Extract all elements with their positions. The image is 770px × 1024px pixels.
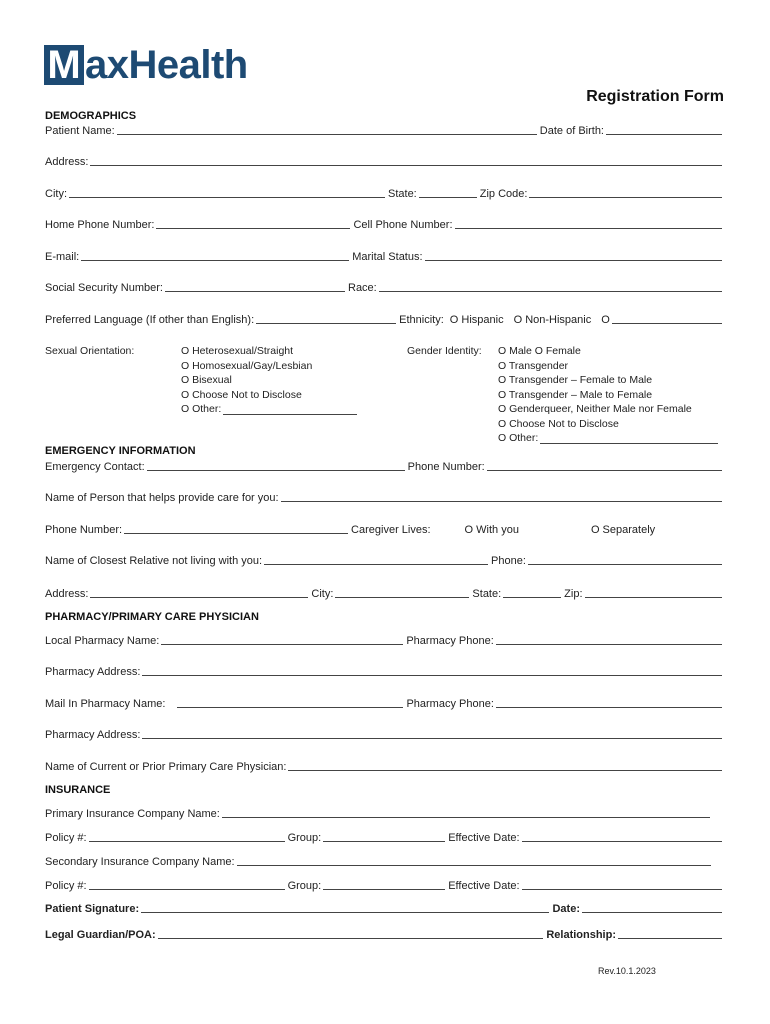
- address-field[interactable]: [90, 155, 722, 166]
- emergency-city-field[interactable]: [335, 587, 469, 598]
- cell-phone-label: Cell Phone Number:: [353, 219, 453, 231]
- group1-field[interactable]: [323, 831, 445, 842]
- insurance-heading: INSURANCE: [45, 784, 111, 796]
- race-field[interactable]: [379, 281, 722, 292]
- marital-label: Marital Status:: [352, 251, 423, 263]
- marital-field[interactable]: [425, 250, 722, 261]
- home-phone-field[interactable]: [156, 218, 350, 229]
- mail-pharmacy-phone-field[interactable]: [496, 697, 722, 708]
- caregiver-phone-field[interactable]: [124, 523, 348, 534]
- emergency-address-label: Address:: [45, 588, 89, 600]
- physician-row: [45, 760, 725, 773]
- address-row: [45, 155, 725, 168]
- cell-phone-field[interactable]: [455, 218, 722, 229]
- relative-phone-label: Phone:: [491, 555, 526, 567]
- physician-label: Name of Current or Prior Primary Care Physician:: [45, 761, 287, 773]
- emergency-contact-field[interactable]: [147, 460, 405, 471]
- gender-identity-label: Gender Identity:: [407, 345, 482, 357]
- gi-option-ftm[interactable]: O Transgender – Female to Male: [498, 374, 653, 386]
- emergency-address-row: [45, 587, 725, 600]
- relative-field[interactable]: [264, 554, 488, 565]
- patient-signature-field[interactable]: [141, 902, 549, 913]
- pharmacy-address-label: Pharmacy Address:: [45, 666, 141, 678]
- city-field[interactable]: [69, 187, 385, 198]
- policy2-label: Policy #:: [45, 880, 87, 892]
- city-row: [45, 187, 725, 200]
- state-field[interactable]: [419, 187, 477, 198]
- emergency-zip-label: Zip:: [564, 588, 583, 600]
- form-title: Registration Form: [586, 88, 724, 105]
- group2-field[interactable]: [323, 879, 445, 890]
- state-label: State:: [388, 188, 417, 200]
- so-option-heterosexual[interactable]: O Heterosexual/Straight: [181, 345, 294, 357]
- emergency-state-field[interactable]: [503, 587, 561, 598]
- caregiver-lives-label: Caregiver Lives:: [351, 524, 431, 536]
- policy1-label: Policy #:: [45, 832, 87, 844]
- gi-option-genderqueer[interactable]: O Genderqueer, Neither Male nor Female: [498, 403, 692, 415]
- local-pharmacy-field[interactable]: [161, 634, 403, 645]
- signature-date-label: Date:: [552, 903, 580, 915]
- dob-label: Date of Birth:: [539, 125, 604, 137]
- policy2-row: [45, 879, 725, 892]
- revision-text: Rev.10.1.2023: [598, 966, 656, 976]
- mail-pharmacy-address-field[interactable]: [142, 728, 722, 739]
- ssn-label: Social Security Number:: [45, 282, 163, 294]
- emergency-contact-label: Emergency Contact:: [45, 461, 145, 473]
- language-field[interactable]: [256, 313, 396, 324]
- relative-row: [45, 554, 725, 567]
- pharmacy-heading: PHARMACY/PRIMARY CARE PHYSICIAN: [45, 611, 259, 623]
- gi-option-mtf[interactable]: O Transgender – Male to Female: [498, 388, 653, 401]
- language-row: [45, 313, 725, 326]
- effective-date2-label: Effective Date:: [448, 880, 520, 892]
- caregiver-phone-label: Phone Number:: [45, 524, 123, 536]
- relative-label: Name of Closest Relative not living with you:: [45, 555, 263, 567]
- caregiver-with-you-option[interactable]: O With you: [464, 524, 519, 536]
- secondary-insurance-row: [45, 855, 725, 868]
- guardian-label: Legal Guardian/POA:: [45, 929, 156, 941]
- gi-option-male-female[interactable]: O Male O Female: [498, 345, 581, 357]
- patient-name-field[interactable]: [117, 124, 537, 135]
- relative-phone-field[interactable]: [528, 554, 722, 565]
- sexual-orientation-options: [181, 344, 360, 417]
- sexual-orientation-label: Sexual Orientation:: [45, 345, 135, 357]
- gi-other-field[interactable]: [540, 434, 718, 444]
- so-option-not-disclose[interactable]: O Choose Not to Disclose: [181, 388, 302, 401]
- guardian-row: [45, 928, 725, 941]
- email-row: [45, 250, 725, 263]
- policy1-field[interactable]: [89, 831, 285, 842]
- so-other-field[interactable]: [223, 405, 357, 415]
- patient-name-label: Patient Name:: [45, 125, 115, 137]
- local-pharmacy-phone-label: Pharmacy Phone:: [406, 635, 494, 647]
- emergency-heading: EMERGENCY INFORMATION: [45, 445, 196, 457]
- ethnicity-other-option[interactable]: O: [601, 314, 610, 326]
- so-option-homosexual[interactable]: O Homosexual/Gay/Lesbian: [181, 359, 313, 372]
- policy2-field[interactable]: [89, 879, 285, 890]
- gi-option-other[interactable]: O Other:: [498, 432, 539, 444]
- group1-label: Group:: [287, 832, 322, 844]
- caregiver-name-label: Name of Person that helps provide care for you:: [45, 492, 279, 504]
- mail-pharmacy-address-row: [45, 728, 725, 741]
- effective-date1-label: Effective Date:: [448, 832, 520, 844]
- mail-pharmacy-address-label: Pharmacy Address:: [45, 729, 141, 741]
- group2-label: Group:: [287, 880, 322, 892]
- race-label: Race:: [348, 282, 377, 294]
- local-pharmacy-phone-field[interactable]: [496, 634, 722, 645]
- email-field[interactable]: [81, 250, 349, 261]
- emergency-city-label: City:: [311, 588, 334, 600]
- demographics-heading: DEMOGRAPHICS: [45, 110, 137, 122]
- home-phone-label: Home Phone Number:: [45, 219, 155, 231]
- maxhealth-logo: [44, 44, 248, 86]
- caregiver-name-row: [45, 491, 725, 504]
- zip-label: Zip Code:: [479, 188, 528, 200]
- emergency-phone-field[interactable]: [487, 460, 722, 471]
- patient-name-row: [45, 124, 725, 137]
- gi-option-other-row: [498, 431, 721, 446]
- primary-insurance-row: [45, 807, 725, 820]
- so-option-other[interactable]: O Other:: [181, 403, 222, 415]
- primary-insurance-field[interactable]: [222, 807, 710, 818]
- zip-field[interactable]: [529, 187, 722, 198]
- relationship-label: Relationship:: [546, 929, 616, 941]
- effective-date2-field[interactable]: [522, 879, 722, 890]
- so-option-other-row: [181, 402, 360, 417]
- relationship-field[interactable]: [618, 928, 722, 939]
- logo-text: axHealth: [85, 43, 248, 87]
- secondary-insurance-label: Secondary Insurance Company Name:: [45, 856, 235, 868]
- emergency-address-field[interactable]: [90, 587, 308, 598]
- patient-signature-row: [45, 902, 725, 915]
- city-label: City:: [45, 188, 67, 200]
- so-option-bisexual[interactable]: O Bisexual: [181, 374, 232, 386]
- effective-date1-field[interactable]: [522, 831, 722, 842]
- mail-pharmacy-row: [45, 697, 725, 710]
- email-label: E-mail:: [45, 251, 80, 263]
- dob-field[interactable]: [606, 124, 722, 135]
- local-pharmacy-label: Local Pharmacy Name:: [45, 635, 160, 647]
- policy1-row: [45, 831, 725, 844]
- patient-signature-label: Patient Signature:: [45, 903, 140, 915]
- secondary-insurance-field[interactable]: [237, 855, 711, 866]
- mail-pharmacy-phone-label: Pharmacy Phone:: [406, 698, 494, 710]
- caregiver-separately-option[interactable]: O Separately: [590, 524, 656, 536]
- caregiver-phone-row: [45, 523, 725, 536]
- pharmacy-address-row: [45, 665, 725, 678]
- emergency-contact-row: [45, 460, 725, 473]
- local-pharmacy-row: [45, 634, 725, 647]
- mail-pharmacy-label: Mail In Pharmacy Name:: [45, 698, 166, 710]
- mail-pharmacy-field[interactable]: [177, 697, 403, 708]
- language-label: Preferred Language (If other than English):: [45, 314, 255, 326]
- emergency-state-label: State:: [472, 588, 502, 600]
- ethnicity-label: Ethnicity:: [399, 314, 444, 326]
- caregiver-name-field[interactable]: [281, 491, 722, 502]
- address-label: Address:: [45, 156, 89, 168]
- logo-m-box: M: [44, 45, 84, 85]
- guardian-field[interactable]: [158, 928, 544, 939]
- physician-field[interactable]: [288, 760, 722, 771]
- emergency-zip-field[interactable]: [585, 587, 722, 598]
- emergency-phone-label: Phone Number:: [407, 461, 485, 473]
- signature-date-field[interactable]: [582, 902, 722, 913]
- gi-option-not-disclose[interactable]: O Choose Not to Disclose: [498, 417, 619, 430]
- gender-identity-options: [498, 344, 721, 446]
- pharmacy-address-field[interactable]: [142, 665, 722, 676]
- ethnicity-non-hispanic-option[interactable]: O Non-Hispanic: [513, 314, 592, 326]
- ssn-field[interactable]: [165, 281, 345, 292]
- primary-insurance-label: Primary Insurance Company Name:: [45, 808, 220, 820]
- ethnicity-other-field[interactable]: [612, 313, 722, 324]
- ssn-row: [45, 281, 725, 294]
- gi-option-transgender[interactable]: O Transgender: [498, 359, 569, 372]
- ethnicity-hispanic-option[interactable]: O Hispanic: [449, 314, 504, 326]
- phone-row: [45, 218, 725, 231]
